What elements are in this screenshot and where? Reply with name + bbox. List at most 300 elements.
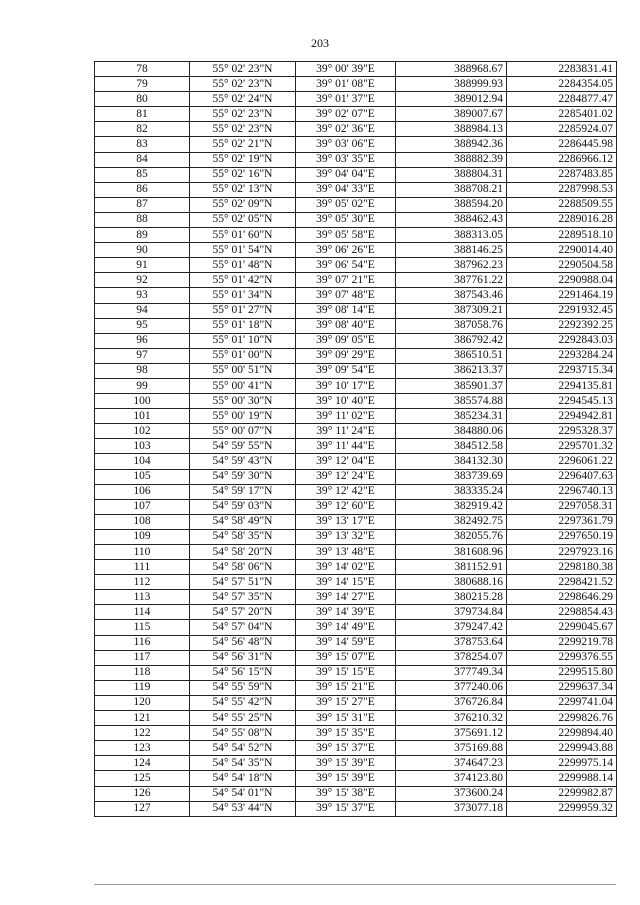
point-number-cell: 82	[95, 122, 190, 137]
y-coordinate-cell: 2298180.38	[507, 560, 617, 575]
longitude-cell: 39° 13' 48"E	[296, 545, 396, 560]
x-coordinate-cell: 381608.96	[396, 545, 507, 560]
latitude-cell: 54° 59' 43"N	[190, 454, 296, 469]
table-row	[95, 680, 617, 695]
longitude-cell: 39° 05' 30"E	[296, 212, 396, 227]
x-coordinate-cell: 388942.36	[396, 137, 507, 152]
x-coordinate-cell: 378254.07	[396, 650, 507, 665]
longitude-cell: 39° 15' 37"E	[296, 741, 396, 756]
table-row	[95, 575, 617, 590]
point-number-cell: 81	[95, 107, 190, 122]
point-number-cell: 125	[95, 771, 190, 786]
table-row	[95, 726, 617, 741]
longitude-cell: 39° 15' 15"E	[296, 665, 396, 680]
latitude-cell: 55° 02' 19"N	[190, 152, 296, 167]
longitude-cell: 39° 14' 49"E	[296, 620, 396, 635]
latitude-cell: 55° 00' 41"N	[190, 378, 296, 393]
page-bottom-rule	[94, 884, 616, 885]
point-number-cell: 80	[95, 92, 190, 107]
longitude-cell: 39° 14' 15"E	[296, 575, 396, 590]
table-row	[95, 303, 617, 318]
table-row	[95, 711, 617, 726]
table-row	[95, 212, 617, 227]
table-row	[95, 62, 617, 77]
x-coordinate-cell: 388968.67	[396, 62, 507, 77]
longitude-cell: 39° 12' 60"E	[296, 499, 396, 514]
y-coordinate-cell: 2296740.13	[507, 484, 617, 499]
longitude-cell: 39° 11' 02"E	[296, 409, 396, 424]
point-number-cell: 97	[95, 348, 190, 363]
point-number-cell: 114	[95, 605, 190, 620]
y-coordinate-cell: 2294135.81	[507, 378, 617, 393]
longitude-cell: 39° 15' 38"E	[296, 786, 396, 801]
x-coordinate-cell: 385574.88	[396, 394, 507, 409]
y-coordinate-cell: 2299959.32	[507, 801, 617, 816]
table-row	[95, 650, 617, 665]
table-row	[95, 424, 617, 439]
point-number-cell: 102	[95, 424, 190, 439]
x-coordinate-cell: 389012.94	[396, 92, 507, 107]
longitude-cell: 39° 03' 06"E	[296, 137, 396, 152]
y-coordinate-cell: 2290504.58	[507, 258, 617, 273]
point-number-cell: 106	[95, 484, 190, 499]
table-row	[95, 378, 617, 393]
table-row	[95, 499, 617, 514]
point-number-cell: 91	[95, 258, 190, 273]
table-row	[95, 363, 617, 378]
x-coordinate-cell: 374647.23	[396, 756, 507, 771]
table-row	[95, 348, 617, 363]
x-coordinate-cell: 373600.24	[396, 786, 507, 801]
latitude-cell: 54° 58' 06"N	[190, 560, 296, 575]
table-row	[95, 167, 617, 182]
longitude-cell: 39° 09' 29"E	[296, 348, 396, 363]
x-coordinate-cell: 380688.16	[396, 575, 507, 590]
y-coordinate-cell: 2291932.45	[507, 303, 617, 318]
latitude-cell: 55° 02' 23"N	[190, 62, 296, 77]
point-number-cell: 110	[95, 545, 190, 560]
y-coordinate-cell: 2299943.88	[507, 741, 617, 756]
point-number-cell: 120	[95, 695, 190, 710]
x-coordinate-cell: 381152.91	[396, 560, 507, 575]
table-row	[95, 514, 617, 529]
y-coordinate-cell: 2299826.76	[507, 711, 617, 726]
y-coordinate-cell: 2288509.55	[507, 197, 617, 212]
point-number-cell: 98	[95, 363, 190, 378]
table-row	[95, 454, 617, 469]
y-coordinate-cell: 2296061.22	[507, 454, 617, 469]
y-coordinate-cell: 2297923.16	[507, 545, 617, 560]
table-row	[95, 635, 617, 650]
y-coordinate-cell: 2297650.19	[507, 529, 617, 544]
table-row	[95, 258, 617, 273]
latitude-cell: 55° 00' 30"N	[190, 394, 296, 409]
longitude-cell: 39° 02' 07"E	[296, 107, 396, 122]
x-coordinate-cell: 375169.88	[396, 741, 507, 756]
longitude-cell: 39° 15' 31"E	[296, 711, 396, 726]
point-number-cell: 123	[95, 741, 190, 756]
longitude-cell: 39° 15' 35"E	[296, 726, 396, 741]
longitude-cell: 39° 05' 58"E	[296, 228, 396, 243]
latitude-cell: 55° 01' 48"N	[190, 258, 296, 273]
latitude-cell: 54° 58' 35"N	[190, 529, 296, 544]
y-coordinate-cell: 2294942.81	[507, 409, 617, 424]
x-coordinate-cell: 383739.69	[396, 469, 507, 484]
table-row	[95, 182, 617, 197]
point-number-cell: 118	[95, 665, 190, 680]
latitude-cell: 54° 59' 30"N	[190, 469, 296, 484]
y-coordinate-cell: 2289016.28	[507, 212, 617, 227]
x-coordinate-cell: 373077.18	[396, 801, 507, 816]
x-coordinate-cell: 379247.42	[396, 620, 507, 635]
longitude-cell: 39° 02' 36"E	[296, 122, 396, 137]
latitude-cell: 54° 59' 03"N	[190, 499, 296, 514]
y-coordinate-cell: 2283831.41	[507, 62, 617, 77]
y-coordinate-cell: 2290014.40	[507, 243, 617, 258]
latitude-cell: 54° 54' 18"N	[190, 771, 296, 786]
latitude-cell: 54° 54' 01"N	[190, 786, 296, 801]
point-number-cell: 105	[95, 469, 190, 484]
longitude-cell: 39° 14' 59"E	[296, 635, 396, 650]
latitude-cell: 55° 01' 42"N	[190, 273, 296, 288]
latitude-cell: 55° 02' 13"N	[190, 182, 296, 197]
table-row	[95, 394, 617, 409]
point-number-cell: 79	[95, 77, 190, 92]
x-coordinate-cell: 386792.42	[396, 333, 507, 348]
latitude-cell: 54° 59' 17"N	[190, 484, 296, 499]
latitude-cell: 54° 58' 20"N	[190, 545, 296, 560]
x-coordinate-cell: 380215.28	[396, 590, 507, 605]
x-coordinate-cell: 387058.76	[396, 318, 507, 333]
point-number-cell: 96	[95, 333, 190, 348]
latitude-cell: 55° 01' 60"N	[190, 228, 296, 243]
point-number-cell: 121	[95, 711, 190, 726]
latitude-cell: 54° 55' 59"N	[190, 680, 296, 695]
x-coordinate-cell: 384880.06	[396, 424, 507, 439]
point-number-cell: 84	[95, 152, 190, 167]
table-row	[95, 620, 617, 635]
longitude-cell: 39° 09' 54"E	[296, 363, 396, 378]
table-row	[95, 273, 617, 288]
longitude-cell: 39° 07' 21"E	[296, 273, 396, 288]
longitude-cell: 39° 15' 37"E	[296, 801, 396, 816]
table-row	[95, 243, 617, 258]
x-coordinate-cell: 388594.20	[396, 197, 507, 212]
table-row	[95, 228, 617, 243]
longitude-cell: 39° 15' 39"E	[296, 771, 396, 786]
latitude-cell: 55° 01' 10"N	[190, 333, 296, 348]
table-row	[95, 77, 617, 92]
latitude-cell: 55° 01' 54"N	[190, 243, 296, 258]
x-coordinate-cell: 388313.05	[396, 228, 507, 243]
point-number-cell: 83	[95, 137, 190, 152]
y-coordinate-cell: 2299515.80	[507, 665, 617, 680]
point-number-cell: 99	[95, 378, 190, 393]
x-coordinate-cell: 384512.58	[396, 439, 507, 454]
y-coordinate-cell: 2292392.25	[507, 318, 617, 333]
table-row	[95, 469, 617, 484]
longitude-cell: 39° 01' 08"E	[296, 77, 396, 92]
table-row	[95, 695, 617, 710]
x-coordinate-cell: 388462.43	[396, 212, 507, 227]
latitude-cell: 55° 00' 07"N	[190, 424, 296, 439]
point-number-cell: 119	[95, 680, 190, 695]
latitude-cell: 55° 02' 24"N	[190, 92, 296, 107]
longitude-cell: 39° 13' 32"E	[296, 529, 396, 544]
x-coordinate-cell: 379734.84	[396, 605, 507, 620]
point-number-cell: 103	[95, 439, 190, 454]
table-row	[95, 545, 617, 560]
longitude-cell: 39° 06' 26"E	[296, 243, 396, 258]
latitude-cell: 55° 00' 51"N	[190, 363, 296, 378]
x-coordinate-cell: 386510.51	[396, 348, 507, 363]
longitude-cell: 39° 04' 04"E	[296, 167, 396, 182]
point-number-cell: 112	[95, 575, 190, 590]
y-coordinate-cell: 2286966.12	[507, 152, 617, 167]
latitude-cell: 54° 56' 15"N	[190, 665, 296, 680]
latitude-cell: 54° 57' 04"N	[190, 620, 296, 635]
y-coordinate-cell: 2298421.52	[507, 575, 617, 590]
x-coordinate-cell: 387543.46	[396, 288, 507, 303]
latitude-cell: 55° 01' 18"N	[190, 318, 296, 333]
page-number: 203	[311, 36, 329, 50]
point-number-cell: 126	[95, 786, 190, 801]
longitude-cell: 39° 11' 24"E	[296, 424, 396, 439]
x-coordinate-cell: 387309.21	[396, 303, 507, 318]
y-coordinate-cell: 2299637.34	[507, 680, 617, 695]
point-number-cell: 111	[95, 560, 190, 575]
latitude-cell: 55° 02' 09"N	[190, 197, 296, 212]
x-coordinate-cell: 385901.37	[396, 378, 507, 393]
table-row	[95, 741, 617, 756]
table-row	[95, 605, 617, 620]
point-number-cell: 100	[95, 394, 190, 409]
longitude-cell: 39° 09' 05"E	[296, 333, 396, 348]
latitude-cell: 54° 55' 08"N	[190, 726, 296, 741]
point-number-cell: 109	[95, 529, 190, 544]
table-row	[95, 122, 617, 137]
point-number-cell: 93	[95, 288, 190, 303]
latitude-cell: 54° 57' 51"N	[190, 575, 296, 590]
longitude-cell: 39° 10' 40"E	[296, 394, 396, 409]
longitude-cell: 39° 10' 17"E	[296, 378, 396, 393]
x-coordinate-cell: 374123.80	[396, 771, 507, 786]
point-number-cell: 89	[95, 228, 190, 243]
y-coordinate-cell: 2289518.10	[507, 228, 617, 243]
longitude-cell: 39° 03' 35"E	[296, 152, 396, 167]
point-number-cell: 113	[95, 590, 190, 605]
x-coordinate-cell: 376210.32	[396, 711, 507, 726]
y-coordinate-cell: 2285924.07	[507, 122, 617, 137]
coordinates-table	[94, 61, 617, 817]
y-coordinate-cell: 2299982.87	[507, 786, 617, 801]
point-number-cell: 124	[95, 756, 190, 771]
x-coordinate-cell: 386213.37	[396, 363, 507, 378]
x-coordinate-cell: 385234.31	[396, 409, 507, 424]
point-number-cell: 88	[95, 212, 190, 227]
latitude-cell: 55° 02' 05"N	[190, 212, 296, 227]
point-number-cell: 87	[95, 197, 190, 212]
point-number-cell: 95	[95, 318, 190, 333]
longitude-cell: 39° 14' 27"E	[296, 590, 396, 605]
point-number-cell: 107	[95, 499, 190, 514]
table-row	[95, 484, 617, 499]
longitude-cell: 39° 15' 21"E	[296, 680, 396, 695]
longitude-cell: 39° 15' 39"E	[296, 756, 396, 771]
x-coordinate-cell: 388146.25	[396, 243, 507, 258]
y-coordinate-cell: 2285401.02	[507, 107, 617, 122]
latitude-cell: 54° 54' 52"N	[190, 741, 296, 756]
y-coordinate-cell: 2299741.04	[507, 695, 617, 710]
table-row	[95, 333, 617, 348]
latitude-cell: 54° 57' 35"N	[190, 590, 296, 605]
point-number-cell: 86	[95, 182, 190, 197]
y-coordinate-cell: 2290988.04	[507, 273, 617, 288]
x-coordinate-cell: 388804.31	[396, 167, 507, 182]
y-coordinate-cell: 2299894.40	[507, 726, 617, 741]
x-coordinate-cell: 388999.93	[396, 77, 507, 92]
table-row	[95, 107, 617, 122]
coordinates-table-body	[95, 62, 617, 817]
table-row	[95, 590, 617, 605]
table-row	[95, 771, 617, 786]
y-coordinate-cell: 2284354.05	[507, 77, 617, 92]
latitude-cell: 55° 01' 00"N	[190, 348, 296, 363]
latitude-cell: 55° 02' 23"N	[190, 77, 296, 92]
y-coordinate-cell: 2293715.34	[507, 363, 617, 378]
longitude-cell: 39° 00' 39"E	[296, 62, 396, 77]
y-coordinate-cell: 2299975.14	[507, 756, 617, 771]
latitude-cell: 55° 02' 23"N	[190, 122, 296, 137]
x-coordinate-cell: 388984.13	[396, 122, 507, 137]
x-coordinate-cell: 378753.64	[396, 635, 507, 650]
y-coordinate-cell: 2298646.29	[507, 590, 617, 605]
x-coordinate-cell: 388882.39	[396, 152, 507, 167]
point-number-cell: 116	[95, 635, 190, 650]
table-row	[95, 801, 617, 816]
point-number-cell: 90	[95, 243, 190, 258]
table-row	[95, 288, 617, 303]
point-number-cell: 94	[95, 303, 190, 318]
y-coordinate-cell: 2295701.32	[507, 439, 617, 454]
point-number-cell: 78	[95, 62, 190, 77]
point-number-cell: 117	[95, 650, 190, 665]
table-row	[95, 152, 617, 167]
longitude-cell: 39° 08' 14"E	[296, 303, 396, 318]
point-number-cell: 85	[95, 167, 190, 182]
table-row	[95, 409, 617, 424]
x-coordinate-cell: 375691.12	[396, 726, 507, 741]
table-row	[95, 665, 617, 680]
longitude-cell: 39° 04' 33"E	[296, 182, 396, 197]
y-coordinate-cell: 2295328.37	[507, 424, 617, 439]
y-coordinate-cell: 2287998.53	[507, 182, 617, 197]
latitude-cell: 54° 58' 49"N	[190, 514, 296, 529]
x-coordinate-cell: 388708.21	[396, 182, 507, 197]
latitude-cell: 54° 53' 44"N	[190, 801, 296, 816]
x-coordinate-cell: 383335.24	[396, 484, 507, 499]
x-coordinate-cell: 377749.34	[396, 665, 507, 680]
table-row	[95, 529, 617, 544]
point-number-cell: 127	[95, 801, 190, 816]
latitude-cell: 54° 59' 55"N	[190, 439, 296, 454]
x-coordinate-cell: 387761.22	[396, 273, 507, 288]
latitude-cell: 54° 55' 25"N	[190, 711, 296, 726]
latitude-cell: 54° 56' 31"N	[190, 650, 296, 665]
table-row	[95, 92, 617, 107]
point-number-cell: 122	[95, 726, 190, 741]
y-coordinate-cell: 2298854.43	[507, 605, 617, 620]
point-number-cell: 104	[95, 454, 190, 469]
latitude-cell: 55° 01' 27"N	[190, 303, 296, 318]
y-coordinate-cell: 2294545.13	[507, 394, 617, 409]
latitude-cell: 54° 54' 35"N	[190, 756, 296, 771]
point-number-cell: 108	[95, 514, 190, 529]
x-coordinate-cell: 377240.06	[396, 680, 507, 695]
table-row	[95, 756, 617, 771]
y-coordinate-cell: 2299988.14	[507, 771, 617, 786]
latitude-cell: 55° 00' 19"N	[190, 409, 296, 424]
table-row	[95, 137, 617, 152]
y-coordinate-cell: 2299045.67	[507, 620, 617, 635]
latitude-cell: 54° 55' 42"N	[190, 695, 296, 710]
longitude-cell: 39° 12' 42"E	[296, 484, 396, 499]
longitude-cell: 39° 07' 48"E	[296, 288, 396, 303]
latitude-cell: 54° 57' 20"N	[190, 605, 296, 620]
y-coordinate-cell: 2297058.31	[507, 499, 617, 514]
point-number-cell: 92	[95, 273, 190, 288]
y-coordinate-cell: 2287483.85	[507, 167, 617, 182]
x-coordinate-cell: 387962.23	[396, 258, 507, 273]
latitude-cell: 55° 02' 23"N	[190, 107, 296, 122]
table-row	[95, 197, 617, 212]
x-coordinate-cell: 382919.42	[396, 499, 507, 514]
y-coordinate-cell: 2299219.78	[507, 635, 617, 650]
latitude-cell: 55° 01' 34"N	[190, 288, 296, 303]
longitude-cell: 39° 13' 17"E	[296, 514, 396, 529]
x-coordinate-cell: 384132.30	[396, 454, 507, 469]
y-coordinate-cell: 2297361.79	[507, 514, 617, 529]
point-number-cell: 101	[95, 409, 190, 424]
longitude-cell: 39° 15' 27"E	[296, 695, 396, 710]
latitude-cell: 55° 02' 16"N	[190, 167, 296, 182]
x-coordinate-cell: 382055.76	[396, 529, 507, 544]
longitude-cell: 39° 08' 40"E	[296, 318, 396, 333]
table-row	[95, 786, 617, 801]
latitude-cell: 55° 02' 21"N	[190, 137, 296, 152]
longitude-cell: 39° 14' 39"E	[296, 605, 396, 620]
table-row	[95, 439, 617, 454]
longitude-cell: 39° 11' 44"E	[296, 439, 396, 454]
y-coordinate-cell: 2292843.03	[507, 333, 617, 348]
longitude-cell: 39° 01' 37"E	[296, 92, 396, 107]
longitude-cell: 39° 06' 54"E	[296, 258, 396, 273]
x-coordinate-cell: 376726.84	[396, 695, 507, 710]
y-coordinate-cell: 2284877.47	[507, 92, 617, 107]
longitude-cell: 39° 14' 02"E	[296, 560, 396, 575]
y-coordinate-cell: 2296407.63	[507, 469, 617, 484]
latitude-cell: 54° 56' 48"N	[190, 635, 296, 650]
x-coordinate-cell: 382492.75	[396, 514, 507, 529]
x-coordinate-cell: 389007.67	[396, 107, 507, 122]
point-number-cell: 115	[95, 620, 190, 635]
longitude-cell: 39° 15' 07"E	[296, 650, 396, 665]
longitude-cell: 39° 12' 04"E	[296, 454, 396, 469]
y-coordinate-cell: 2299376.55	[507, 650, 617, 665]
longitude-cell: 39° 05' 02"E	[296, 197, 396, 212]
y-coordinate-cell: 2293284.24	[507, 348, 617, 363]
table-row	[95, 318, 617, 333]
